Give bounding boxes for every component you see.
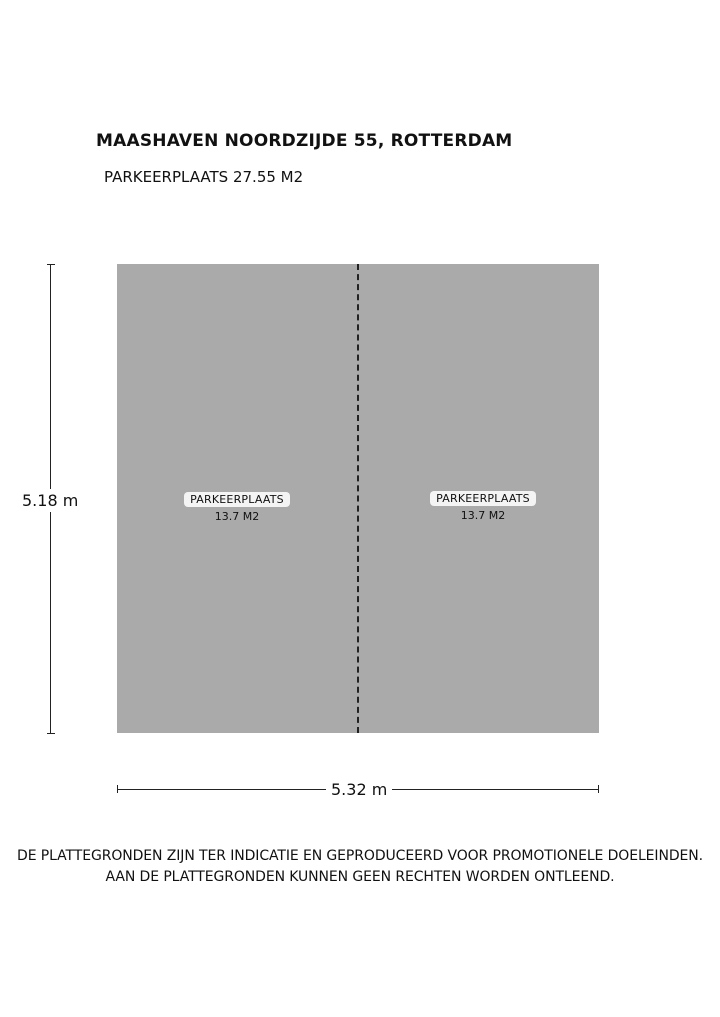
room-label-left [167, 492, 307, 523]
width-dimension-label: 5.32 m [326, 780, 392, 799]
disclaimer-line-1: DE PLATTEGRONDEN ZIJN TER INDICATIE EN GEPRODUCEERD VOOR PROMOTIONELE DOELEINDEN. [17, 848, 703, 864]
room-name: PARKEERPLAATS [430, 491, 536, 506]
room-area: 13.7 M2 [460, 509, 506, 522]
disclaimer [0, 846, 720, 888]
width-dimension-tick-left [117, 785, 118, 793]
parking-divider-line [357, 264, 359, 733]
room-label-right [413, 491, 553, 522]
height-dimension-label: 5.18 m [22, 491, 79, 510]
height-dimension-tick-bottom [47, 733, 55, 734]
room-area: 13.7 M2 [214, 510, 260, 523]
height-dimension-tick-top [47, 264, 55, 265]
property-subtitle: PARKEERPLAATS 27.55 M2 [104, 168, 304, 186]
width-dimension-tick-right [598, 785, 599, 793]
property-title: MAASHAVEN NOORDZIJDE 55, ROTTERDAM [96, 131, 513, 151]
room-name: PARKEERPLAATS [184, 492, 290, 507]
disclaimer-line-2: AAN DE PLATTEGRONDEN KUNNEN GEEN RECHTEN WORDEN ONTLEEND. [105, 869, 615, 885]
